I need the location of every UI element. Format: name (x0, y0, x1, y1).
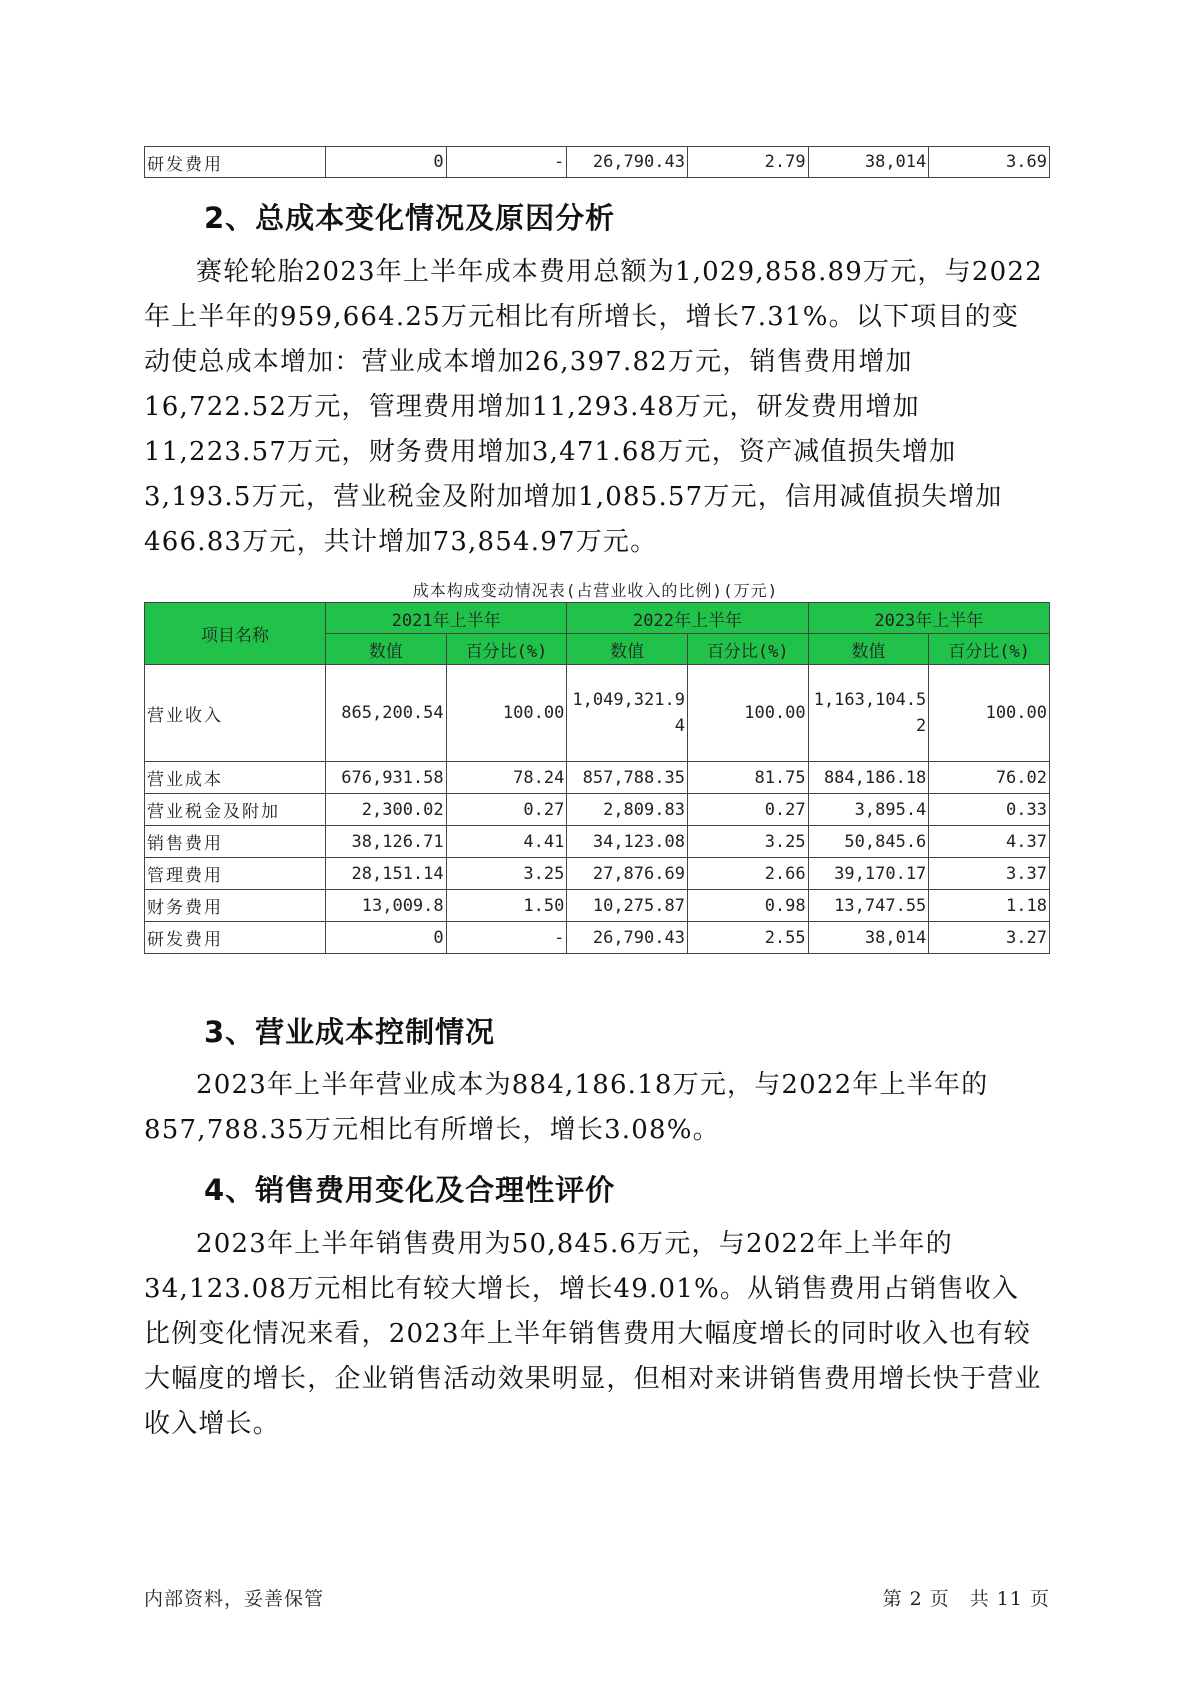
wrapped-value: 1,049,321.94 (572, 690, 685, 736)
cell-value: 26,790.43 (567, 922, 688, 954)
cell-value: 38,014 (808, 922, 929, 954)
cell-percent: 1.18 (929, 890, 1050, 922)
row-label: 管理费用 (145, 858, 326, 890)
cell-value: 3.69 (929, 147, 1050, 178)
row-label: 财务费用 (145, 890, 326, 922)
row-label: 研发费用 (145, 147, 326, 178)
table-row (145, 890, 1050, 922)
cell-value: 884,186.18 (808, 762, 929, 794)
cell-percent: 4.37 (929, 826, 1050, 858)
cell-percent: 78.24 (446, 762, 567, 794)
cell-value: 10,275.87 (567, 890, 688, 922)
wrapped-value: 1,163,104.52 (813, 690, 927, 736)
table-row (145, 826, 1050, 858)
cell-value: 2.79 (687, 147, 808, 178)
cell-percent: 2.66 (687, 858, 808, 890)
cell-value: 28,151.14 (325, 858, 446, 890)
cell-value: 676,931.58 (325, 762, 446, 794)
table-header-row (145, 603, 1050, 634)
cell-value: 27,876.69 (567, 858, 688, 890)
cell-percent: 0.98 (687, 890, 808, 922)
header-percent: 百分比(%) (446, 634, 567, 665)
table-row (145, 147, 1050, 178)
cell-percent: 3.37 (929, 858, 1050, 890)
cell-value: 38,014 (808, 147, 929, 178)
section-heading-sales-expense: 4、销售费用变化及合理性评价 (204, 1173, 616, 1207)
cell-value: 50,845.6 (808, 826, 929, 858)
header-value: 数值 (567, 634, 688, 665)
cell-percent: 0.33 (929, 794, 1050, 826)
header-percent: 百分比(%) (687, 634, 808, 665)
table-row (145, 922, 1050, 954)
footer-confidential: 内部资料，妥善保管 (144, 1588, 325, 1610)
cell-value: 13,009.8 (325, 890, 446, 922)
cell-value: 0 (325, 147, 446, 178)
header-percent: 百分比(%) (929, 634, 1050, 665)
cell-percent: 76.02 (929, 762, 1050, 794)
cell-value: 857,788.35 (567, 762, 688, 794)
table-row (145, 858, 1050, 890)
cell-percent: 3.25 (446, 858, 567, 890)
cell-percent: 2.55 (687, 922, 808, 954)
section-heading-total-cost: 2、总成本变化情况及原因分析 (204, 201, 616, 235)
cell-value: 2,300.02 (325, 794, 446, 826)
paragraph-operating-cost: 2023年上半年营业成本为884,186.18万元，与2022年上半年的857,788.35万元相比有所增长，增长3.08%。 (144, 1070, 989, 1145)
cell-percent: 0.27 (446, 794, 567, 826)
row-label: 研发费用 (145, 922, 326, 954)
paragraph-sales-expense: 2023年上半年销售费用为50,845.6万元，与2022年上半年的34,123.08万元相比有较大增长，增长49.01%。从销售费用占销售收入比例变化情况来看，2023年上半年销售费用大幅度增长的同时收入也有较大幅度的增长，企业销售活动效果明显，但相对来讲销售费用增长快于营业收入增长。 (144, 1229, 1042, 1439)
cell-value: 13,747.55 (808, 890, 929, 922)
cell-value: 26,790.43 (567, 147, 688, 178)
cell-percent: 1.50 (446, 890, 567, 922)
row-label: 销售费用 (145, 826, 326, 858)
table-row (145, 762, 1050, 794)
section-heading-operating-cost: 3、营业成本控制情况 (204, 1015, 496, 1049)
cell-percent: 3.27 (929, 922, 1050, 954)
table-row (145, 665, 1050, 762)
table-caption: 成本构成变动情况表(占营业收入的比例)(万元) (412, 581, 779, 600)
header-item-name: 项目名称 (145, 603, 326, 665)
cell-value: 38,126.71 (325, 826, 446, 858)
cell-value: 865,200.54 (325, 665, 446, 762)
cell-value (808, 665, 929, 762)
cell-percent: 0.27 (687, 794, 808, 826)
header-value: 数值 (808, 634, 929, 665)
top-table-fragment (144, 146, 1050, 178)
cell-percent: 100.00 (687, 665, 808, 762)
cell-percent: 4.41 (446, 826, 567, 858)
cell-percent: 3.25 (687, 826, 808, 858)
cell-value: - (446, 147, 567, 178)
row-label: 营业收入 (145, 665, 326, 762)
cell-percent: 100.00 (446, 665, 567, 762)
paragraph-total-cost: 赛轮轮胎2023年上半年成本费用总额为1,029,858.89万元，与2022年上半年的959,664.25万元相比有所增长，增长7.31%。以下项目的变动使总成本增加：营业成本增加26,397.82万元，销售费用增加16,722.52万元，管理费用增加11,293.48万元，研发费用增加11,223.57万元，财务费用增加3,471.68万元，资产减值损失增加3,193.5万元，营业税金及附加增加1,085.57万元，信用减值损失增加466.83万元，共计增加73,854.97万元。 (144, 257, 1043, 557)
cell-value (567, 665, 688, 762)
row-label: 营业成本 (145, 762, 326, 794)
row-label: 营业税金及附加 (145, 794, 326, 826)
header-year: 2023年上半年 (808, 603, 1049, 634)
header-value: 数值 (325, 634, 446, 665)
footer-page-number: 第 2 页 共 11 页 (882, 1588, 1050, 1610)
cell-percent: 100.00 (929, 665, 1050, 762)
cell-percent: - (446, 922, 567, 954)
cell-value: 39,170.17 (808, 858, 929, 890)
cell-value: 0 (325, 922, 446, 954)
cell-value: 3,895.4 (808, 794, 929, 826)
header-year: 2022年上半年 (567, 603, 808, 634)
cell-value: 2,809.83 (567, 794, 688, 826)
cell-percent: 81.75 (687, 762, 808, 794)
cost-structure-table (144, 602, 1050, 954)
cell-value: 34,123.08 (567, 826, 688, 858)
header-year: 2021年上半年 (325, 603, 566, 634)
table-row (145, 794, 1050, 826)
